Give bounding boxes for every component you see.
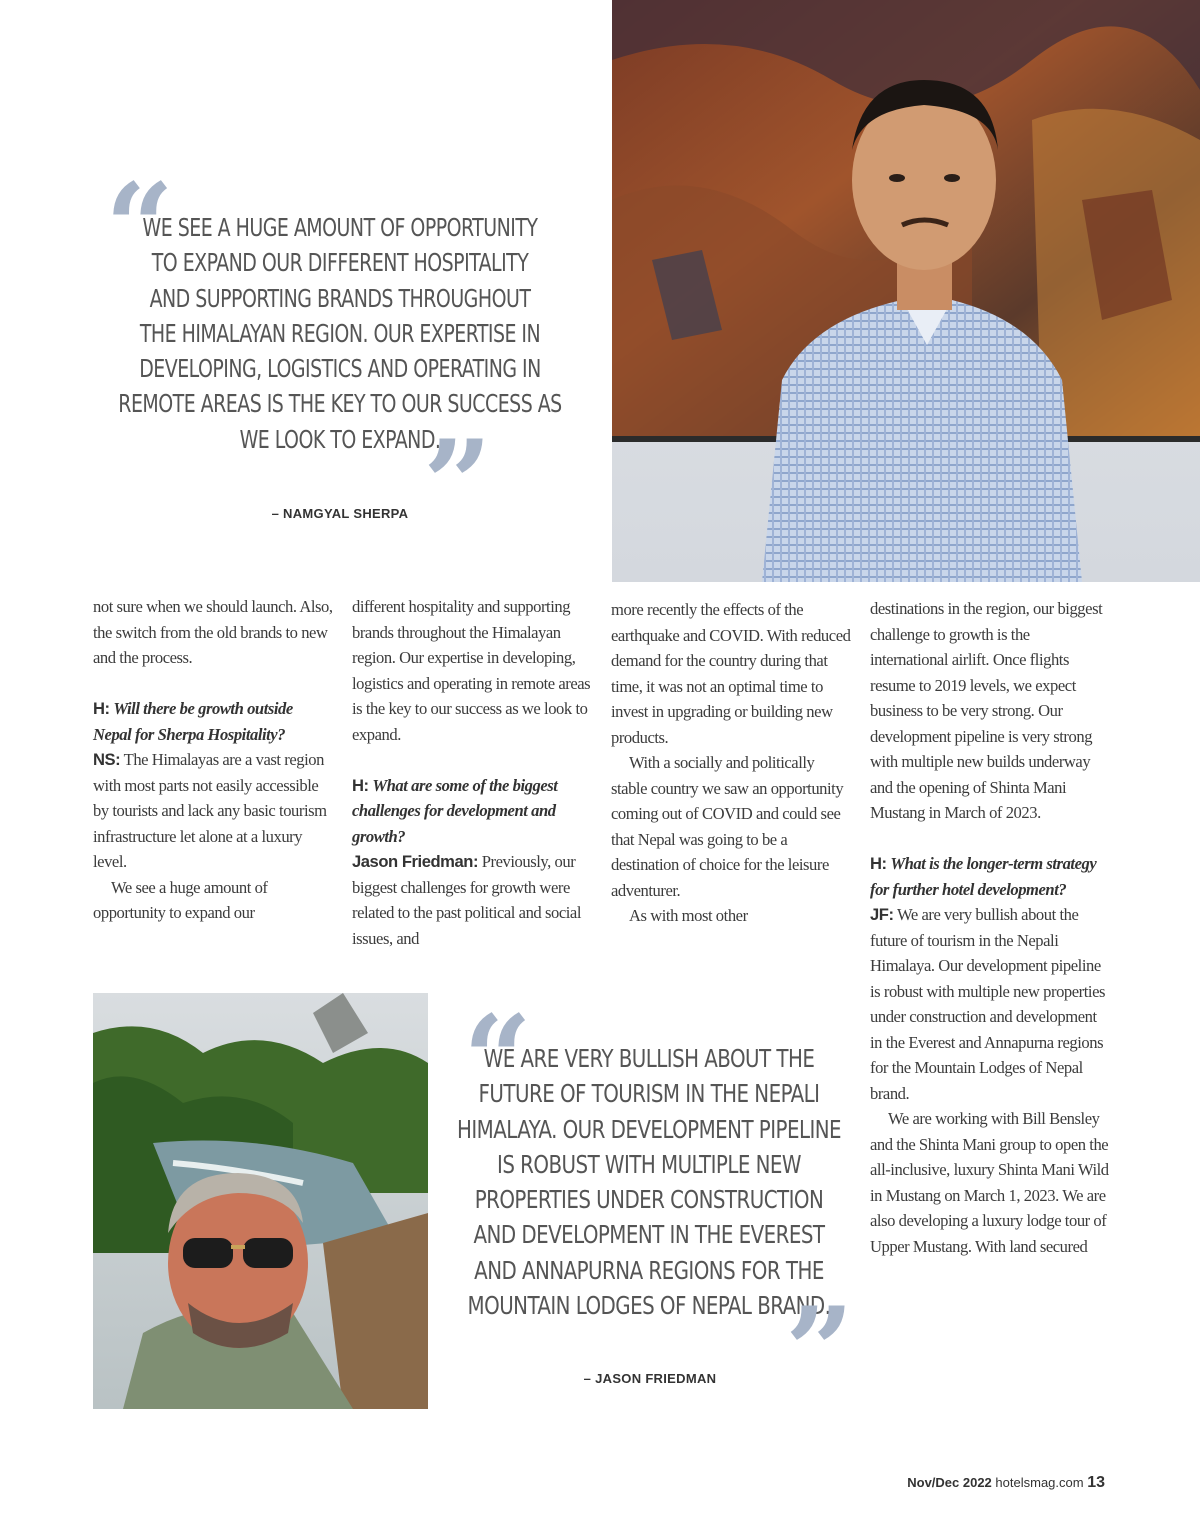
paragraph: With a socially and politically stable country we saw an opportunity coming out of COVID and could see that Nepal was going to be a destination of choice for the leisure adventurer. [611, 753, 844, 900]
open-quote-mark-icon: “ [463, 989, 533, 1130]
article-column-3 [611, 597, 851, 929]
pull-quote-line: THE HIMALAYAN REGION. OUR EXPERTISE IN [139, 318, 541, 348]
portrait-illustration [612, 0, 1200, 582]
question-text: Will there be growth outside Nepal for Sherpa Hospitality? [93, 699, 293, 744]
paragraph: We see a huge amount of opportunity to expand our [93, 877, 268, 922]
pull-quote-namgyal-sherpa [116, 210, 563, 457]
pull-quote-line: MOUNTAIN LODGES OF NEPAL BRAND. [467, 1291, 831, 1321]
paragraph: destinations in the region, our biggest challenge to growth is the international airlift. Once flights resume to 2019 levels, we expect business to be very strong. Our development pipeline is very strong with multiple new builds underway and the opening of Shinta Mani Mustang in March of 2023. [870, 599, 1103, 822]
pull-quote-line: PROPERTIES UNDER CONSTRUCTION [474, 1185, 824, 1215]
paragraph: We are working with Bill Bensley and the Shinta Mani group to open the all-inclusive, luxury Shinta Mani Wild in Mustang on March 1, 2023. We are also developing a luxury lodge tour of Upper Mustang. With land secured [870, 1109, 1109, 1256]
question-text: What are some of the biggest challenges for development and growth? [352, 775, 558, 846]
answer-label: Jason Friedman: [352, 852, 479, 871]
answer-text: We are very bullish about the future of tourism in the Nepali Himalaya. Our development pipeline is robust with multiple new properties under construction and development in the Everest and Annapurna regions for the Mountain Lodges of Nepal brand. [870, 905, 1105, 1103]
pull-quote-line: REMOTE AREAS IS THE KEY TO OUR SUCCESS AS [118, 389, 562, 419]
question-label: H: [870, 854, 887, 873]
question-paragraph [870, 851, 1110, 902]
question-paragraph [352, 773, 592, 850]
pull-quote-line: WE SEE A HUGE AMOUNT OF OPPORTUNITY [142, 213, 538, 242]
answer-paragraph [93, 747, 333, 875]
issue-date: Nov/Dec 2022 [907, 1475, 992, 1490]
page-number: 13 [1087, 1474, 1105, 1491]
answer-text: The Himalayas are a vast region with most parts not easily accessible by tourists and lack any basic tourism infrastructure let alone at a luxury level. [93, 750, 327, 871]
article-column-2 [352, 594, 592, 951]
question-label: H: [93, 699, 110, 718]
pull-quote-author: – NAMGYAL SHERPA [271, 506, 409, 521]
selfie-photo-jason-friedman [93, 993, 428, 1409]
pull-quote-line: FUTURE OF TOURISM IN THE NEPALI [478, 1079, 820, 1109]
pull-quote-line: AND DEVELOPMENT IN THE EVEREST [473, 1220, 825, 1250]
pull-quote-line: WE ARE VERY BULLISH ABOUT THE [483, 1044, 815, 1073]
pull-quote-line: TO EXPAND OUR DIFFERENT HOSPITALITY [151, 248, 529, 278]
answer-label: NS: [93, 750, 121, 769]
close-quote-mark-icon: ” [785, 1281, 855, 1422]
answer-paragraph [870, 902, 1110, 1106]
site-url: hotelsmag.com [995, 1475, 1084, 1490]
pull-quote-line: DEVELOPING, LOGISTICS AND OPERATING IN [139, 354, 541, 384]
answer-paragraph [352, 849, 592, 951]
paragraph: not sure when we should launch. Also, the switch from the old brands to new and the process. [93, 597, 333, 667]
portrait-photo-namgyal-sherpa [612, 0, 1200, 582]
question-text: What is the longer-term strategy for further hotel development? [870, 854, 1097, 899]
open-quote-mark-icon: “ [105, 157, 175, 298]
pull-quote-line: AND ANNAPURNA REGIONS FOR THE [474, 1255, 824, 1285]
paragraph: As with most other [629, 906, 748, 925]
selfie-illustration [93, 993, 428, 1409]
answer-label: JF: [870, 905, 894, 924]
pull-quote-line: AND SUPPORTING BRANDS THROUGHOUT [149, 283, 531, 313]
paragraph: different hospitality and supporting brands throughout the Himalayan region. Our expertise in developing, logistics and operating in remote areas is the key to our success as we look to expand. [352, 597, 591, 744]
pull-quote-line: WE LOOK TO EXPAND. [239, 424, 441, 454]
paragraph: more recently the effects of the earthquake and COVID. With reduced demand for the country during that time, it was not an optimal time to invest in upgrading or building new products. [611, 600, 851, 747]
pull-quote-line: HIMALAYA. OUR DEVELOPMENT PIPELINE [456, 1114, 842, 1144]
pull-quote-line: IS ROBUST WITH MULTIPLE NEW [497, 1149, 801, 1179]
pull-quote-author: – JASON FRIEDMAN [583, 1371, 717, 1386]
page-footer [907, 1474, 1105, 1492]
article-column-4 [870, 596, 1110, 1259]
article-column-1 [93, 594, 333, 926]
answer-text: Previously, our biggest challenges for growth were related to the past political and social issues, and [352, 852, 581, 948]
question-label: H: [352, 775, 369, 795]
close-quote-mark-icon: ” [423, 414, 493, 555]
question-paragraph [93, 696, 333, 747]
